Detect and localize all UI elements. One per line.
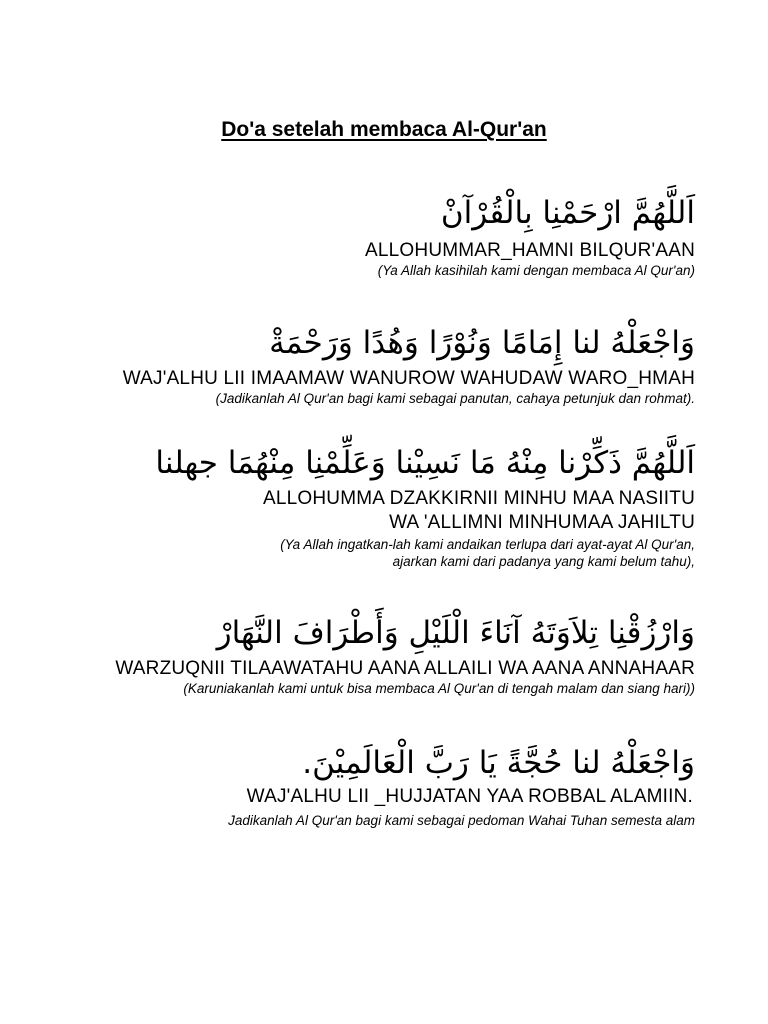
transliteration-line: WA 'ALLIMNI MINHUMAA JAHILTU [389, 512, 695, 533]
page-title: Do'a setelah membaca Al-Qur'an [221, 118, 547, 141]
verse-block-4 [45, 610, 695, 697]
translation-line: ajarkan kami dari padanya yang kami belum tahu), [392, 554, 695, 569]
verse-block-3 [45, 440, 695, 570]
arabic-text: وَاجْعَلْهُ لنا إِمَامًا وَنُوْرًا وَهُدًا وَرَحْمَةْ [269, 325, 695, 361]
transliteration-line: WAJ'ALHU LII IMAAMAW WANUROW WAHUDAW WARO_HMAH [122, 368, 695, 389]
arabic-text: اَللَّهُمَّ ارْحَمْنِا بِالْقُرْآنْ [440, 195, 695, 231]
arabic-text: اَللَّهُمَّ ذَكِّرْنا مِنْهُ مَا نَسِيْنا وَعَلِّمْنِا مِنْهُمَا جهلنا [155, 445, 695, 481]
verse-block-5 [45, 740, 695, 829]
transliteration-line: ALLOHUMMA DZAKKIRNII MINHU MAA NASIITU [263, 488, 695, 509]
verse-block-1 [45, 190, 695, 279]
transliteration-line: ALLOHUMMAR_HAMNI BILQUR'AAN [365, 240, 695, 261]
translation-line: (Ya Allah ingatkan-lah kami andaikan terlupa dari ayat-ayat Al Qur'an, [280, 537, 695, 552]
translation-line: (Jadikanlah Al Qur'an bagi kami sebagai panutan, cahaya petunjuk dan rohmat). [215, 391, 695, 406]
transliteration-line: WARZUQNII TILAAWATAHU AANA ALLAILI WA AANA ANNAHAAR [115, 658, 695, 679]
translation-line: (Karuniakanlah kami untuk bisa membaca Al Qur'an di tengah malam dan siang hari)) [183, 681, 695, 696]
arabic-text: وَارْزُقْنِا تِلاَوَتَهُ آنَاءَ الْلَيْلِ وَأَطْرَافَ النَّهَارْ [216, 615, 695, 651]
translation-line: (Ya Allah kasihilah kami dengan membaca Al Qur'an) [377, 263, 695, 278]
arabic-text: وَاجْعَلْهُ لنا حُجَّةً يَا رَبَّ الْعَالَمِيْنَ. [302, 745, 695, 781]
verse-block-2 [45, 320, 695, 407]
translation-line: Jadikanlah Al Qur'an bagi kami sebagai pedoman Wahai Tuhan semesta alam [228, 813, 695, 828]
transliteration-line: WAJ'ALHU LII _HUJJATAN YAA ROBBAL ALAMIIN. [246, 786, 693, 807]
